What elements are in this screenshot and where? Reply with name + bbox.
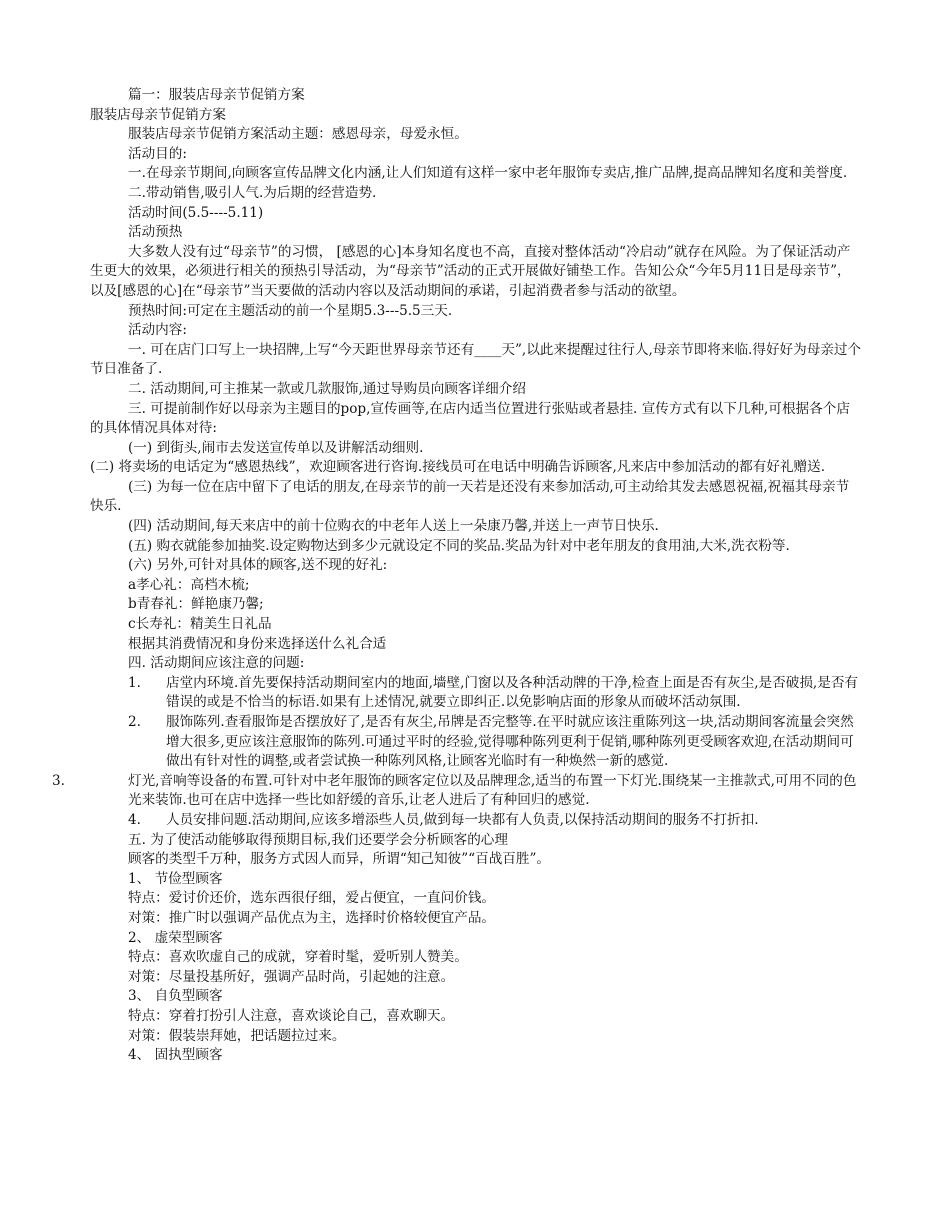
purpose-item-1: 一.在母亲节期间,向顾客宣传品牌文化内涵,让人们知道有这样一家中老年服饰专卖店,推广品牌,提高品牌知名度和美誉度.	[128, 165, 848, 182]
notice-item-4	[90, 811, 862, 831]
gift-note: 根据其消费情况和身份来选择送什么礼合适	[128, 635, 387, 652]
customer-type-3: 3、 自负型顾客	[128, 988, 223, 1005]
psychology-intro: 顾客的类型千万种，服务方式因人而异，所谓“知己知彼”“百战百胜”。	[128, 851, 551, 868]
content-heading: 活动内容:	[128, 322, 187, 339]
customer-type-1-trait: 特点：爱讨价还价，选东西很仔细，爱占便宜，一直问价钱。	[128, 890, 496, 907]
purpose-item-2: 二.带动销售,吸引人气.为后期的经营造势.	[128, 184, 377, 201]
customer-type-2-strategy: 对策：尽量投基所好，强调产品时尚，引起她的注意。	[128, 968, 455, 985]
list-number: 1.	[128, 674, 141, 691]
notice-heading: 四. 活动期间应该注意的问题:	[128, 655, 305, 672]
activity-time: 活动时间(5.5----5.11)	[128, 204, 264, 221]
list-text: 灯光,音响等设备的布置.可针对中老年服饰的顾客定位以及品牌理念,适当的布置一下灯光.围绕某一主推款式,可用不同的色光来装饰.也可在店中选择一些比如舒缓的音乐,让老人进后了有种回归的感觉.	[128, 772, 857, 809]
method-item-1: (一) 到街头,闹市去发送宣传单以及讲解活动细则.	[128, 439, 424, 456]
method-item-2: (二) 将卖场的电话定为“感恩热线”，欢迎顾客进行咨询.接线员可在电话中明确告诉顾客,凡来店中参加活动的都有好礼赠送.	[90, 459, 826, 476]
activity-theme: 服装店母亲节促销方案活动主题：感恩母亲，母爱永恒。	[128, 126, 468, 143]
customer-type-3-strategy: 对策：假装崇拜她，把话题拉过来。	[128, 1027, 346, 1044]
customer-type-2-trait: 特点：喜欢吹虚自己的成就，穿着时髦，爱听别人赞美。	[128, 949, 468, 966]
customer-type-3-trait: 特点：穿着打扮引人注意，喜欢谈论自己，喜欢聊天。	[128, 1007, 455, 1024]
list-text: 店堂内环境.首先要保持活动期间室内的地面,墙壁,门窗以及各种活动牌的干净,检查上面是否有灰尘,是否破损,是否有错误的或是不恰当的标语.如果有上述情况,就要立即纠正.以免影响店面的形象从而破坏活动氛围.	[166, 674, 859, 711]
gift-c: c长寿礼：精美生日礼品	[128, 616, 272, 633]
gift-b: b青春礼：鲜艳康乃馨;	[128, 596, 264, 613]
notice-item-1	[90, 674, 862, 713]
customer-type-2: 2、 虚荣型顾客	[128, 929, 223, 946]
content-item-3: 三. 可提前制作好以母亲为主题目的pop,宣传画等,在店内适当位置进行张贴或者悬挂. 宣传方式有以下几种,可根据各个店的具体情况具体对待:	[90, 400, 850, 437]
list-number: 2.	[128, 714, 141, 730]
gift-a: a孝心礼：高档木梳;	[128, 576, 250, 593]
method-item-3: (三) 为每一位在店中留下了电话的朋友,在母亲节的前一天若是还没有来参加活动,可主动给其发去感恩祝福,祝福其母亲节快乐.	[90, 478, 850, 515]
method-item-6: (六) 另外,可针对具体的顾客,送不现的好礼:	[128, 557, 388, 574]
content-item-2: 二. 活动期间,可主推某一款或几款服饰,通过导购员向顾客详细介绍	[128, 380, 526, 397]
purpose-heading: 活动目的:	[128, 145, 187, 162]
section-heading: 篇一：服装店母亲节促销方案	[128, 87, 305, 103]
list-text: 人员安排问题.活动期间,应该多增添些人员,做到每一块都有人负责,以保持活动期间的服务不打折扣.	[166, 811, 759, 828]
customer-type-1-strategy: 对策：推广时以强调产品优点为主，选择时价格较便宜产品。	[128, 909, 496, 926]
content-item-1: 一. 可在店门口写上一块招牌,上写“今天距世界母亲节还有____天”,以此来提醒过往行人,母亲节即将来临.得好好为母亲过个节日准备了.	[90, 341, 862, 378]
warmup-paragraph: 大多数人没有过“母亲节”的习惯， [感恩的心]本身知名度也不高，直接对整体活动“冷启动”就存在风险。为了保证活动产生更大的效果，必须进行相关的预热引导活动，为“母亲节”活动的正式开展做好铺垫工作。告知公众“今年5月11日是母亲节”，以及[感恩的心]在“母亲节”当天要做的活动内容以及活动期间的承诺，引起消费者参与活动的欲望。	[90, 243, 851, 299]
document-title: 服装店母亲节促销方案	[90, 106, 226, 123]
document-body	[52, 86, 862, 1066]
list-number: 4.	[128, 811, 141, 828]
method-item-5: (五) 购衣就能参加抽奖.设定购物达到多少元就设定不同的奖品.奖品为针对中老年朋友的食用油,大米,洗衣粉等.	[128, 537, 790, 554]
customer-type-1: 1、 节俭型顾客	[128, 870, 223, 887]
list-number: 3.	[52, 772, 65, 789]
notice-item-2	[90, 713, 862, 772]
psychology-heading: 五. 为了使活动能够取得预期目标,我们还要学会分析顾客的心理	[128, 831, 508, 848]
list-text: 服饰陈列.查看服饰是否摆放好了,是否有灰尘,吊牌是否完整等.在平时就应该注重陈列这一块,活动期间客流量会突然增大很多,更应该注意服饰的陈列.可通过平时的经验,觉得哪种陈列更利于促销,哪种陈列更受顾客欢迎,在活动期间可做出有针对性的调整,或者尝试换一种陈列风格,让顾客光临时有一种焕然一新的感觉.	[166, 714, 854, 770]
notice-item-3	[52, 772, 862, 811]
warmup-heading: 活动预热	[128, 224, 183, 241]
method-item-4: (四) 活动期间,每天来店中的前十位购衣的中老年人送上一朵康乃馨,并送上一声节日快乐.	[128, 518, 659, 535]
warmup-time: 预热时间:可定在主题活动的前一个星期5.3---5.5三天.	[128, 302, 453, 319]
customer-type-4: 4、 固执型顾客	[128, 1047, 223, 1064]
